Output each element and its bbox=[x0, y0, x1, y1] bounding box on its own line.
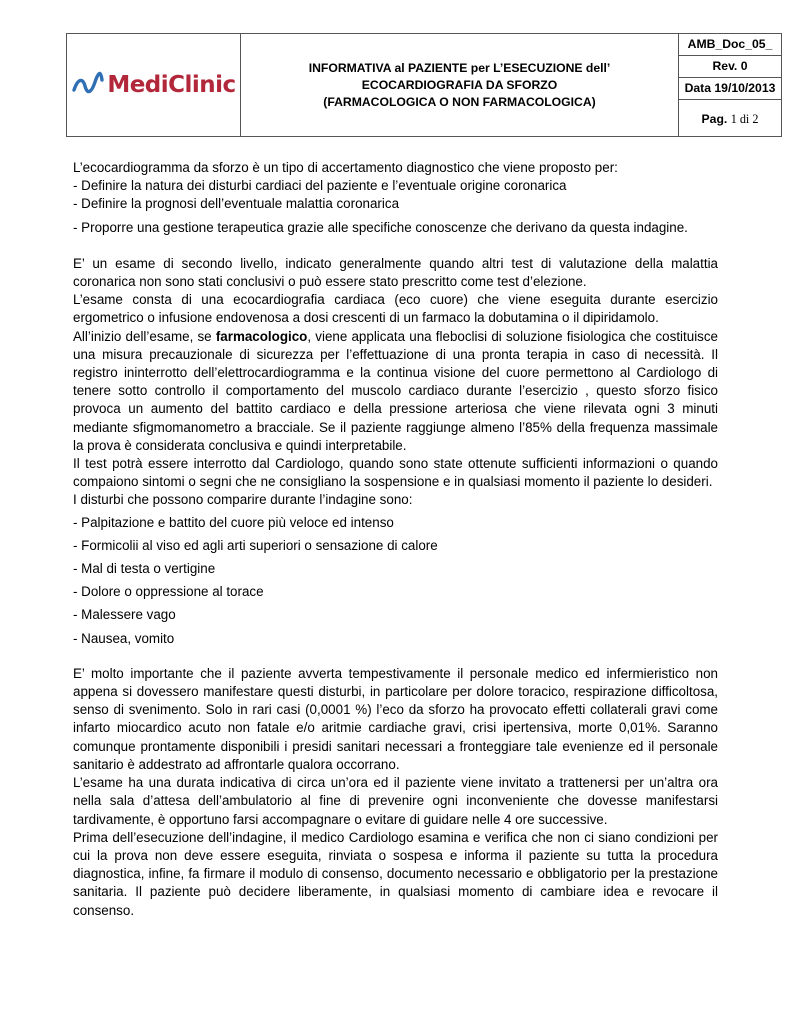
disturbance-item: - Mal di testa o vertigine bbox=[73, 561, 216, 577]
paragraph-duration: L’esame ha una durata indicativa di circa un’ora ed il paziente viene invitato a trattenersi per un’altra ora nella sala d’attesa dell’ambulatorio al fine di prevenire ogni inconveniente che dovesse manifestarsi tardivamente, è opportuno farsi accompagnare o evitare di guidare nelle 4 ore successive. bbox=[73, 775, 718, 827]
intro-text: L’ecocardiogramma da sforzo è un tipo di accertamento diagnostico che viene proposto per: bbox=[73, 160, 618, 175]
logo-text: MediClinic bbox=[107, 72, 236, 98]
document-title bbox=[241, 34, 679, 137]
paragraph-start-a: All’inizio dell’esame, se bbox=[73, 328, 216, 344]
title-line-3: (FARMACOLOGICA O NON FARMACOLOGICA) bbox=[323, 94, 596, 109]
doc-code: AMB_Doc_05_ bbox=[679, 34, 781, 56]
paragraph-start-bold: farmacologico bbox=[215, 328, 308, 344]
paragraph-start-b: , viene applicata una fleboclisi di soluzione fisiologica che costituisce una misura precauzionale di sicurezza per l’effettuazione di una pronta terapia in caso di necessità. Il registro ininterrotto dell’elettrocardiogramma e la continua visione del cuore permettono al Cardiologo di tenere sotto controllo il comportamento del muscolo cardiaco durante l’esercizio , questo sforzo fisico provoca un aumento del battito cardiaco e della pressione arteriosa che viene rilevata ogni 3 minuti mediante sfigmomanometro a bracciale. Se il paziente raggiunge almeno l’85% della frequenza massimale la prova è considerata conclusiva e quindi interpretabile. bbox=[73, 328, 719, 453]
purpose-item: - Proporre una gestione terapeutica grazie alle specifiche conoscenze che derivano da questa indagine. bbox=[73, 219, 688, 235]
document-body bbox=[73, 159, 718, 920]
purpose-item: - Definire la prognosi dell’eventuale malattia coronarica bbox=[73, 196, 400, 212]
disturbance-item: - Formicolii al viso ed agli arti superiori o sensazione di calore bbox=[73, 537, 438, 553]
disturbance-item: - Dolore o oppressione al torace bbox=[73, 584, 264, 600]
disturbance-item: - Palpitazione e battito del cuore più veloce ed intenso bbox=[73, 514, 394, 530]
page-indicator bbox=[679, 100, 781, 138]
purpose-item: - Definire la natura dei disturbi cardiaci del paziente e l’eventuale origine coronarica bbox=[73, 178, 567, 194]
title-line-1: INFORMATIVA al PAZIENTE per L’ESECUZIONE dell’ bbox=[308, 60, 611, 75]
paragraph-start bbox=[73, 328, 718, 455]
mediclinic-wave-logo-icon bbox=[71, 70, 105, 100]
page-label: Pag. bbox=[701, 112, 728, 126]
document-header bbox=[66, 33, 782, 137]
paragraph-stop: Il test potrà essere interrotto dal Cardiologo, quando sono state ottenute sufficienti informazioni o quando compaiono sintomi o segni che ne consigliano la sospensione e in qualsiasi momento il paziente lo desideri. bbox=[73, 456, 718, 490]
logo-cell bbox=[67, 34, 241, 137]
paragraph-level: E’ un esame di secondo livello, indicato generalmente quando altri test di valutazione della malattia coronarica non sono stati conclusivi o può essere stato prescritto come test d’elezione. bbox=[73, 255, 718, 290]
disturbances-intro: I disturbi che possono comparire durante l’indagine sono: bbox=[73, 492, 413, 508]
document-date: Data 19/10/2013 bbox=[679, 78, 781, 100]
paragraph-consists: L’esame consta di una ecocardiografia cardiaca (eco cuore) che viene eseguita durante esercizio ergometrico o infusione endovenosa a dosi crescenti di un farmaco la dobutamina o il dipiridamolo. bbox=[73, 292, 718, 326]
document-meta bbox=[679, 34, 782, 137]
disturbance-item: - Nausea, vomito bbox=[73, 630, 175, 646]
mediclinic-logo bbox=[67, 34, 240, 136]
page-number: 1 di 2 bbox=[730, 112, 759, 126]
title-line-2: ECOCARDIOGRAFIA DA SFORZO bbox=[361, 77, 558, 92]
revision: Rev. 0 bbox=[679, 56, 781, 78]
paragraph-important: E’ molto importante che il paziente avverta tempestivamente il personale medico ed infermieristico non appena si dovessero manifestare questi disturbi, in particolare per dolore toracico, respirazione difficoltosa, senso di svenimento. Solo in rari casi (0,0001 %) l’eco da sforzo ha provocato effetti collaterali gravi come infarto miocardico acuto non fatale e/o aritmie cardiache gravi, crisi ipertensiva, morte 0,01%. Saranno comunque prontamente disponibili i presidi sanitari necessari a fronteggiare tale evenienze ed il personale sanitario è addestrato ad affrontarle qualora occorrano. bbox=[73, 665, 718, 772]
disturbance-item: - Malessere vago bbox=[73, 607, 176, 623]
paragraph-before: Prima dell’esecuzione dell’indagine, il medico Cardiologo esamina e verifica che non ci siano condizioni per cui la prova non deve essere eseguita, rinviata o sospesa e informa il paziente su tutta la procedura diagnostica, infine, fa firmare il modulo di consenso, documento necessario e obbligatorio per la prestazione sanitaria. Il paziente può decidere liberamente, in qualsiasi momento di cambiare idea e revocare il consenso. bbox=[73, 829, 718, 918]
